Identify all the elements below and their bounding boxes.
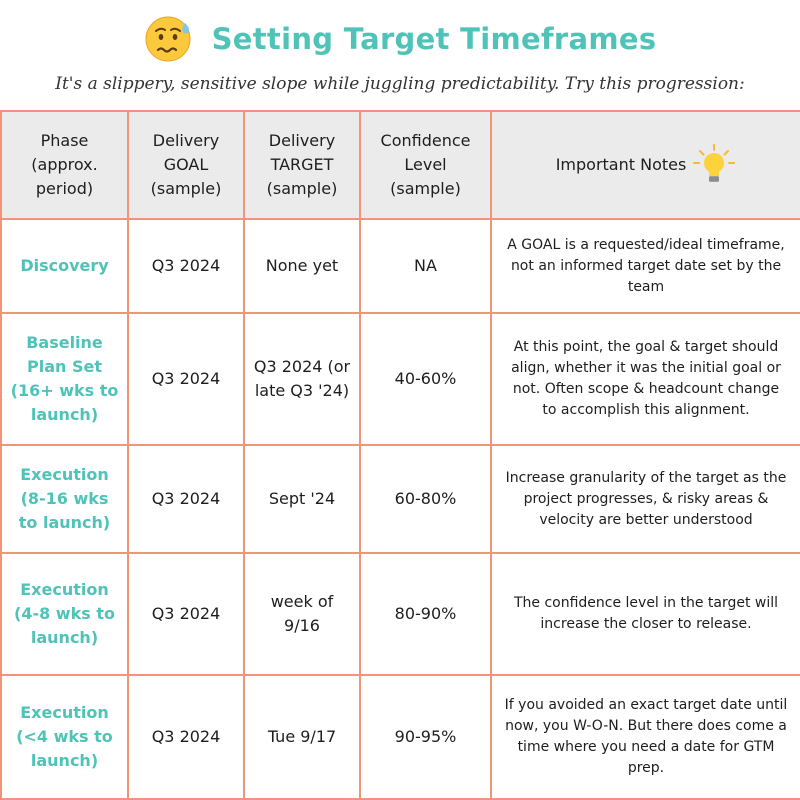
target-cell: Sept '24	[244, 445, 360, 553]
column-header-confidence: Confidence Level (sample)	[360, 111, 491, 219]
phase-cell: Discovery	[1, 219, 128, 313]
notes-cell: If you avoided an exact target date until now, you W-O-N. But there does come a time where you need a date for GTM prep.	[491, 675, 800, 799]
header	[0, 0, 800, 108]
goal-cell: Q3 2024	[128, 219, 244, 313]
confidence-cell: 40-60%	[360, 313, 491, 445]
target-cell: week of 9/16	[244, 553, 360, 675]
confidence-cell: 60-80%	[360, 445, 491, 553]
anxious-face-icon	[144, 14, 194, 64]
confidence-cell: 90-95%	[360, 675, 491, 799]
notes-cell: At this point, the goal & target should align, whether it was the initial goal or not. Often scope & headcount change to accomplish this alignment.	[491, 313, 800, 445]
notes-header-label: Important Notes	[555, 155, 687, 174]
notes-cell: The confidence level in the target will increase the closer to release.	[491, 553, 800, 675]
notes-cell: A GOAL is a requested/ideal timeframe, not an informed target date set by the team	[491, 219, 800, 313]
lightbulb-icon	[692, 143, 736, 187]
confidence-cell: NA	[360, 219, 491, 313]
goal-cell: Q3 2024	[128, 553, 244, 675]
table-header-row	[1, 111, 800, 219]
table-row	[1, 219, 800, 313]
timeframes-table	[0, 110, 800, 800]
table-row	[1, 445, 800, 553]
phase-cell: Execution (4-8 wks to launch)	[1, 553, 128, 675]
column-header-goal: Delivery GOAL (sample)	[128, 111, 244, 219]
column-header-notes	[491, 111, 800, 219]
phase-cell: Execution (8-16 wks to launch)	[1, 445, 128, 553]
page-title: Setting Target Timeframes	[211, 22, 657, 56]
phase-cell: Execution (<4 wks to launch)	[1, 675, 128, 799]
target-cell: Tue 9/17	[244, 675, 360, 799]
phase-cell: Baseline Plan Set (16+ wks to launch)	[1, 313, 128, 445]
goal-cell: Q3 2024	[128, 675, 244, 799]
column-header-target: Delivery TARGET (sample)	[244, 111, 360, 219]
title-row	[0, 14, 800, 64]
goal-cell: Q3 2024	[128, 313, 244, 445]
table-row	[1, 553, 800, 675]
table-row	[1, 313, 800, 445]
target-cell: None yet	[244, 219, 360, 313]
goal-cell: Q3 2024	[128, 445, 244, 553]
table-row	[1, 675, 800, 799]
target-cell: Q3 2024 (or late Q3 '24)	[244, 313, 360, 445]
page-subtitle: It's a slippery, sensitive slope while juggling predictability. Try this progression:	[55, 74, 745, 94]
confidence-cell: 80-90%	[360, 553, 491, 675]
notes-cell: Increase granularity of the target as the project progresses, & risky areas & velocity are better understood	[491, 445, 800, 553]
column-header-phase: Phase (approx. period)	[1, 111, 128, 219]
